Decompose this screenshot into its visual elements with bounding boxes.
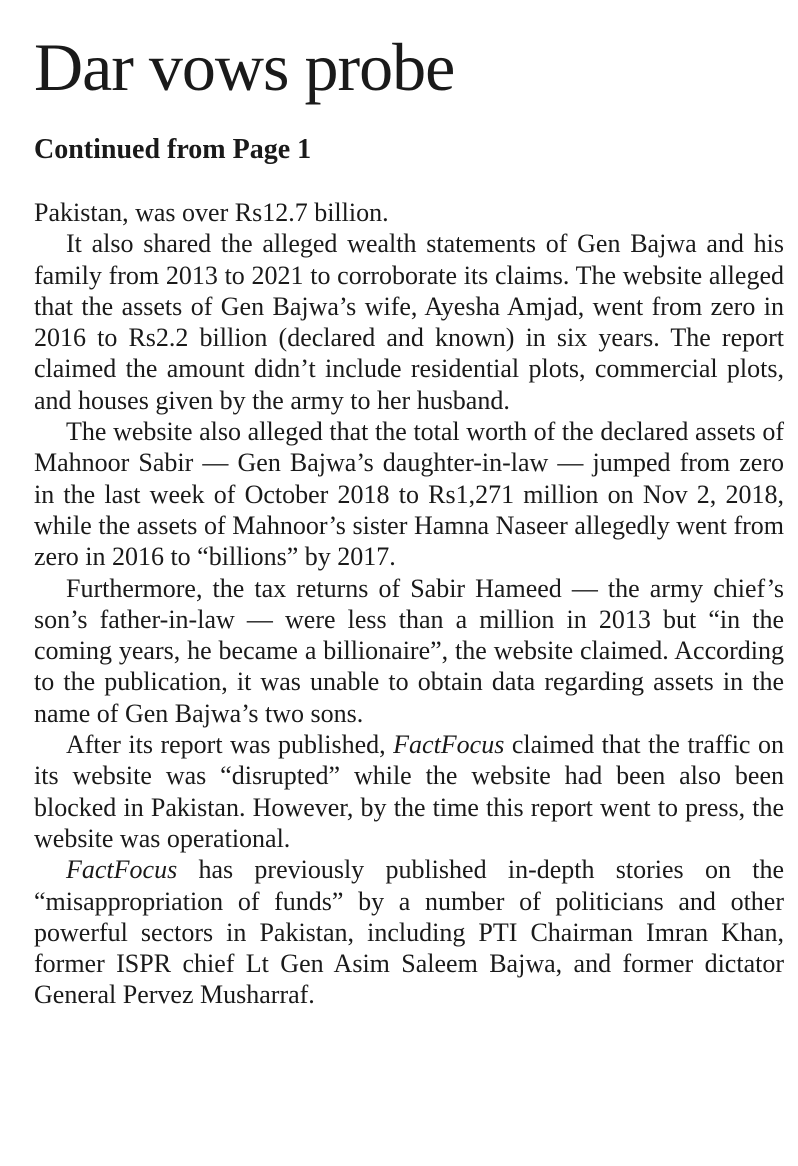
- paragraph-5-lead: After its report was published,: [66, 730, 394, 760]
- paragraph-5-rest: claimed that the traffic on its website was “disrupted” while the website had been also been blocked in Pakistan. However, by the time this report went to press, the website was operational.: [34, 730, 784, 853]
- paragraph-1: Pakistan, was over Rs12.7 billion.: [34, 198, 389, 227]
- paragraph-6: [34, 854, 784, 1010]
- publication-name: FactFocus: [66, 855, 178, 885]
- headline: Dar vows probe: [34, 29, 455, 105]
- paragraph-5: [34, 729, 784, 854]
- paragraph-2: It also shared the alleged wealth statements of Gen Bajwa and his family from 2013 to 2021 to corroborate its claims. The website alleged that the assets of Gen Bajwa’s wife, Ayesha Amjad, went from zero in 2016 to Rs2.2 billion (declared and known) in six years. The report claimed the amount didn’t include residential plots, commercial plots, and houses given by the army to her husband.: [34, 229, 784, 415]
- paragraph-3: The website also alleged that the total worth of the declared assets of Mahnoor Sabir — Gen Bajwa’s daughter-in-law — jumped from zero in the last week of October 2018 to Rs1,271 million on Nov 2, 2018, while the assets of Mahnoor’s sister Hamna Naseer allegedly went from zero in 2016 to “billions” by 2017.: [34, 417, 784, 572]
- paragraph-6-rest: has previously published in-depth stories on the “misappropriation of funds” by a number of politicians and other powerful sectors in Pakistan, including PTI Chairman Imran Khan, former ISPR chief Lt Gen Asim Saleem Bajwa, and former dictator General Pervez Musharraf.: [34, 855, 784, 1010]
- paragraph-4: Furthermore, the tax returns of Sabir Hameed — the army chief’s son’s father-in-law — were less than a million in 2013 but “in the coming years, he became a billionaire”, the website claimed. According to the publication, it was unable to obtain data regarding assets in the name of Gen Bajwa’s two sons.: [34, 573, 784, 728]
- continued-from-label: Continued from Page 1: [34, 134, 312, 165]
- article-body: [34, 197, 784, 1011]
- publication-name: FactFocus: [393, 730, 505, 760]
